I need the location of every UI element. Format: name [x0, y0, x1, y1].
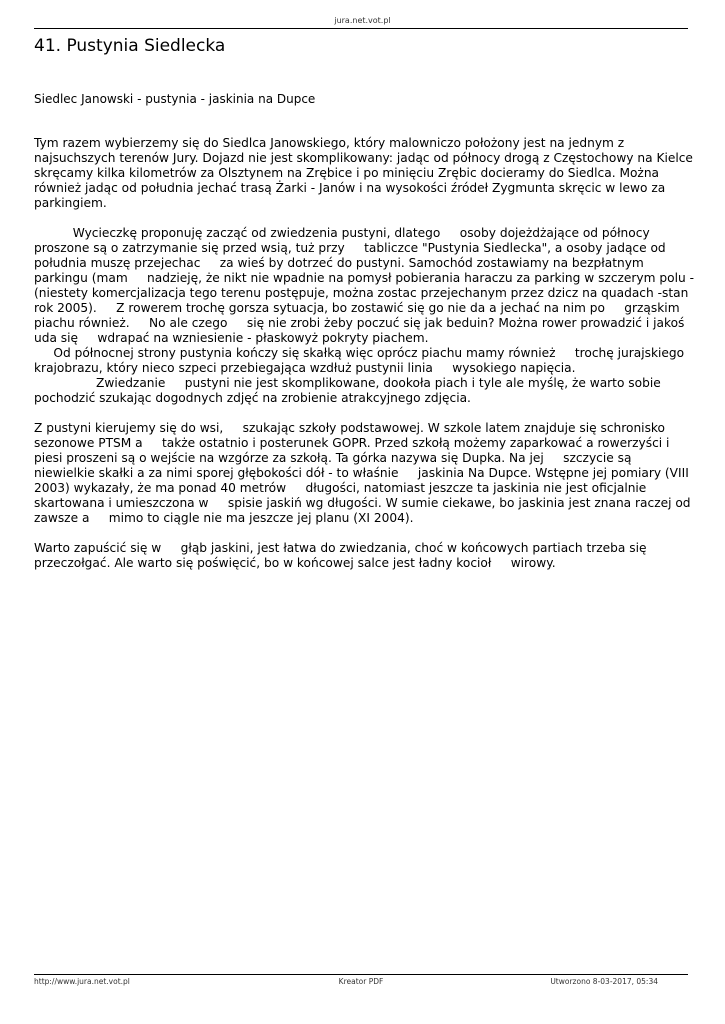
paragraph: Z pustyni kierujemy się do wsi, szukając szkoły podstawowej. W szkole latem znajduje się schronisko sezonowe PTSM a także ostatnio i posterunek GOPR. Przed szkołą możemy zaparkować a rowerzyści i piesi proszeni są o wejście na wzgórze za szkołą. Ta górka nazywa się Dupka. Na jej szczycie są niewielkie skałki a za nimi sporej głębokości dół - to właśnie jaskinia Na Dupce. Wstępne jej pomiary (VIII 2003) wykazały, że ma ponad 40 metrów długości, natomiast jeszcze ta jaskinia nie jest oficjalnie skartowana i umieszczona w spisie jaskiń wg długości. W sumie ciekawe, bo jaskinia jest znana raczej od zawsze a mimo to ciągle nie ma jeszcze jej planu (XI 2004).: [34, 421, 695, 525]
footer-generator: Kreator PDF: [338, 977, 384, 986]
header-divider: [34, 28, 688, 29]
article-body: [34, 136, 697, 586]
header-site: jura.net.vot.pl: [334, 16, 391, 25]
footer-created: Utworzono 8-03-2017, 05:34: [550, 977, 658, 986]
paragraph: Tym razem wybierzemy się do Siedlca Janowskiego, który malowniczo położony jest na jednym z najsuchszych terenów Jury. Dojazd nie jest skomplikowany: jadąc od północy drogą z Częstochowy na Kielce skręcamy kilka kilometrów za Olsztynem na Zrębice i po minięciu Zrębic docieramy do Siedlca. Można również jadąc od południa jechać trasą Żarki - Janów i na wysokości źródeł Zygmunta skręcic w lewo za parkingiem.: [34, 136, 697, 210]
page-subtitle: Siedlec Janowski - pustynia - jaskinia na Dupce: [34, 92, 316, 106]
paragraph: Wycieczkę proponuję zacząć od zwiedzenia pustyni, dlatego osoby dojeżdżające od północy proszone są o zatrzymanie się przed wsią, tuż przy tabliczce "Pustynia Siedlecka", a osoby jadące od południa muszę przejechac za wieś by dotrzeć do pustyni. Samochód zostawiamy na bezpłatnym parkingu (mam nadzieję, że nikt nie wpadnie na pomysł pobierania haraczu za parking w szczerym polu - (niestety komercjalizacja tego terenu postępuje, można zostac przejechanym przez dzicz na quadach -stan rok 2005). Z rowerem trochę gorsza sytuacja, bo zostawić się go nie da a jechać na nim po grząskim piachu również. No ale czego się nie zrobi żeby poczuć się jak beduin? Można rower prowadzić i jakoś uda się wdrapać na wzniesienie - płaskowyż pokryty piachem. Od północnej strony pustynia kończy się skałką więc oprócz piachu mamy również trochę jurajskiego krajobrazu, który nieco szpeci przebiegająca wzdłuż pustynii linia wysokiego napięcia. Zwiedzanie pustyni nie jest skomplikowane, dookoła piach i tyle ale myślę, że warto sobie pochodzić szukając dogodnych zdjęć na zrobienie atrakcyjnego zdjęcia.: [34, 226, 694, 405]
page-title: 41. Pustynia Siedlecka: [34, 36, 226, 56]
footer-divider: [34, 974, 688, 975]
footer-url[interactable]: http://www.jura.net.vot.pl: [34, 977, 130, 986]
paragraph: Warto zapuścić się w głąb jaskini, jest łatwa do zwiedzania, choć w końcowych partiach trzeba się przeczołgać. Ale warto się poświęcić, bo w końcowej salce jest ładny kocioł wirowy.: [34, 541, 651, 570]
